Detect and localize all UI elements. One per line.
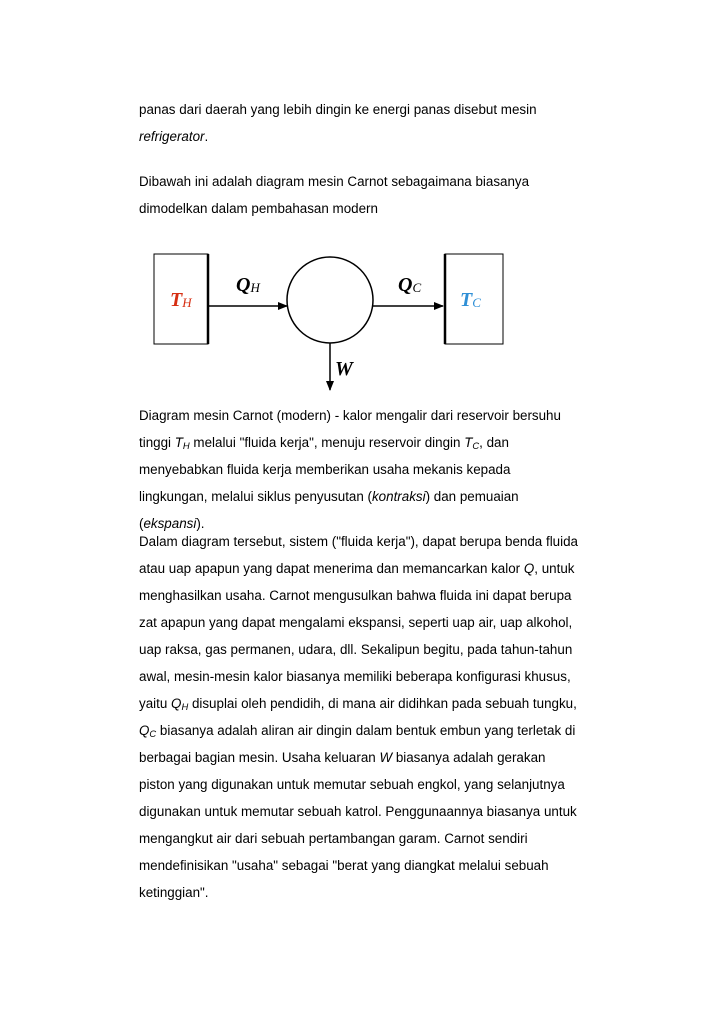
intro-line-1: panas dari daerah yang lebih dingin ke energi panas disebut mesin [139,102,537,117]
intro-term-end: . [204,129,209,144]
intro-paragraph [139,96,639,150]
body-line-4: zat apapun yang dapat mengalami ekspansi, seperti uap air, uap alkohol, [139,615,573,630]
caption-text: , dan [479,435,509,450]
body-qc-letter: Q [139,723,150,738]
cold-reservoir [445,254,503,344]
body-symbol-q: Q [523,561,535,576]
cold-reservoir-symbol: T [460,289,473,311]
work-output-flow [330,343,354,390]
work-label: W [335,358,353,380]
body-line-1: Dalam diagram tersebut, sistem ("fluida kerja"), dapat berupa benda fluida [139,534,578,549]
lead-line-1: Dibawah ini adalah diagram mesin Carnot sebagaimana biasanya [139,174,530,189]
caption-text: tinggi [139,435,175,450]
caption-text: melalui "fluida kerja", menuju reservoir dingin [189,435,465,450]
body-qh-subscript: H [181,702,189,712]
hot-reservoir-symbol: T [170,289,183,311]
heat-in-label [236,274,260,296]
lead-line-2: dimodelkan dalam pembahasan modern [139,201,378,216]
body-line-12: mengangkut air dari sebuah pertambangan garam. Carnot sendiri [139,831,528,846]
body-text: disuplai oleh pendidih, di mana air didihkan pada sebuah tungku, [188,696,577,711]
body-symbol-qc [139,723,156,738]
body-symbol-w: W [379,750,393,765]
body-line-10: piston yang digunakan untuk memutar sebuah engkol, yang selanjutnya [139,777,565,792]
body-qh-letter: Q [171,696,182,711]
carnot-engine-diagram [150,250,510,395]
body-line-11: digunakan untuk memutar sebuah katrol. Penggunaannya biasanya untuk [139,804,577,819]
caption-tc-subscript: C [472,441,480,451]
body-symbol-qh [171,696,188,711]
caption-term-kontraksi: kontraksi [371,489,426,504]
lead-paragraph [139,168,639,222]
diagram-caption [139,402,639,537]
caption-th-subscript: H [182,441,190,451]
caption-line-3: menyebabkan fluida kerja memberikan usaha mekanis kepada [139,462,511,477]
heat-out-flow [373,274,443,306]
caption-line-2 [139,429,639,456]
intro-term: refrigerator [139,129,205,144]
body-text: biasanya adalah aliran air dingin dalam bentuk embun yang terletak di [156,723,576,738]
caption-text: ( [139,516,144,531]
body-line-3: menghasilkan usaha. Carnot mengusulkan bahwa fluida ini dapat berupa [139,588,572,603]
body-line-13: mendefinisikan "usaha" sebagai "berat yang diangkat melalui sebuah [139,858,549,873]
body-line-6: awal, mesin-mesin kalor biasanya memiliki beberapa konfigurasi khusus, [139,669,571,684]
heat-out-symbol: Q [398,274,413,296]
caption-line-4 [139,483,639,510]
body-text: yaitu [139,696,172,711]
heat-out-label [398,274,421,296]
caption-text: lingkungan, melalui siklus penyusutan ( [139,489,372,504]
body-qc-subscript: C [149,729,157,739]
body-line-9 [139,744,639,771]
body-text: , untuk [534,561,575,576]
cold-reservoir-subscript: C [472,295,481,310]
caption-tc-letter: T [464,435,473,450]
body-line-7 [139,690,639,717]
engine-circle [287,257,373,343]
heat-in-symbol: Q [236,274,251,296]
caption-symbol-tc [464,435,479,450]
hot-reservoir [154,254,208,344]
body-text: berbagai bagian mesin. Usaha keluaran [139,750,380,765]
body-line-14: ketinggian". [139,885,209,900]
caption-text: ). [196,516,205,531]
body-text: atau uap apapun yang dapat menerima dan memancarkan kalor [139,561,524,576]
heat-in-flow [208,274,287,306]
body-text: biasanya adalah gerakan [392,750,546,765]
caption-line-1: Diagram mesin Carnot (modern) - kalor mengalir dari reservoir bersuhu [139,408,561,423]
caption-symbol-th [175,435,190,450]
body-line-2 [139,555,639,582]
heat-out-subscript: C [412,280,422,295]
body-paragraph [139,528,639,906]
body-line-5: uap raksa, gas permanen, udara, dll. Sekalipun begitu, pada tahun-tahun [139,642,573,657]
caption-term-ekspansi: ekspansi [143,516,197,531]
body-line-8 [139,717,639,744]
caption-text: ) dan pemuaian [425,489,519,504]
heat-in-subscript: H [250,280,260,295]
hot-reservoir-subscript: H [182,295,192,310]
caption-th-letter: T [174,435,183,450]
intro-line-2 [139,123,639,150]
